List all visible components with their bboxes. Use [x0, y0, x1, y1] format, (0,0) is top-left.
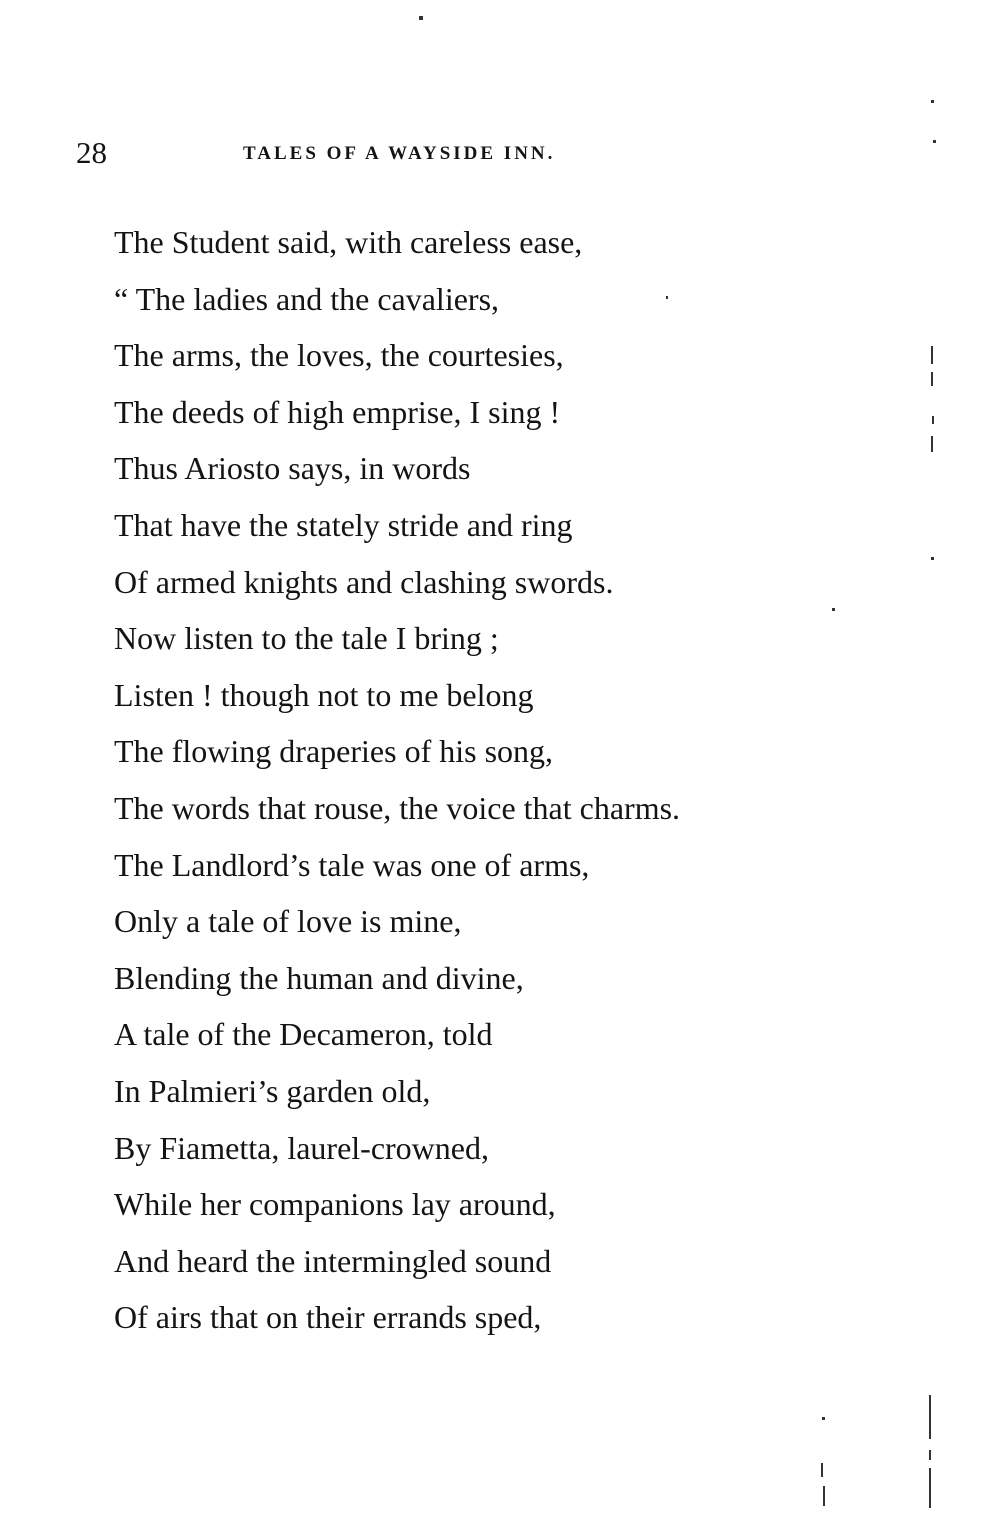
- poem-line: “ The ladies and the cavaliers,: [114, 280, 500, 317]
- poem-line: Of airs that on their errands sped,: [114, 1299, 542, 1336]
- page-number: 28: [76, 135, 107, 170]
- poem-line: In Palmieri’s garden old,: [114, 1072, 431, 1109]
- margin-mark: [821, 1463, 823, 1477]
- poem-line: The words that rouse, the voice that charms.: [114, 789, 681, 826]
- poem-line: Now listen to the tale I bring ;: [114, 620, 499, 657]
- poem-line: And heard the intermingled sound: [114, 1242, 552, 1279]
- scan-speck: [832, 608, 835, 611]
- poem-line: Of armed knights and clashing swords.: [114, 563, 614, 600]
- margin-mark: [929, 1450, 931, 1460]
- scan-speck: [666, 296, 668, 299]
- poem-line: The flowing draperies of his song,: [114, 733, 554, 770]
- running-title: TALES OF A WAYSIDE INN.: [243, 143, 556, 164]
- poem-line: The Landlord’s tale was one of arms,: [114, 846, 590, 883]
- poem-line: The arms, the loves, the courtesies,: [114, 337, 564, 374]
- margin-mark: [931, 346, 933, 364]
- poem-line: Only a tale of love is mine,: [114, 903, 462, 940]
- poem-line: A tale of the Decameron, told: [114, 1016, 493, 1053]
- scan-speck: [933, 140, 936, 143]
- margin-mark: [929, 1395, 931, 1439]
- poem-line: By Fiametta, laurel-crowned,: [114, 1129, 489, 1166]
- scan-speck: [931, 557, 934, 560]
- margin-mark: [932, 416, 934, 424]
- poem-line: Listen ! though not to me belong: [114, 676, 534, 713]
- scan-speck: [931, 100, 934, 103]
- poem-line: While her companions lay around,: [114, 1186, 556, 1223]
- scan-speck: [822, 1417, 825, 1420]
- scan-speck: [419, 16, 423, 20]
- margin-mark: [929, 1468, 931, 1508]
- poem-line: The Student said, with careless ease,: [114, 224, 583, 260]
- margin-mark: [823, 1486, 825, 1506]
- poem-line: That have the stately stride and ring: [114, 506, 573, 543]
- margin-mark: [931, 372, 933, 386]
- margin-mark: [931, 436, 933, 452]
- poem-text: [114, 222, 680, 1354]
- poem-line: Thus Ariosto says, in words: [114, 450, 471, 487]
- poem-line: The deeds of high emprise, I sing !: [114, 393, 561, 430]
- poem-line: Blending the human and divine,: [114, 959, 524, 996]
